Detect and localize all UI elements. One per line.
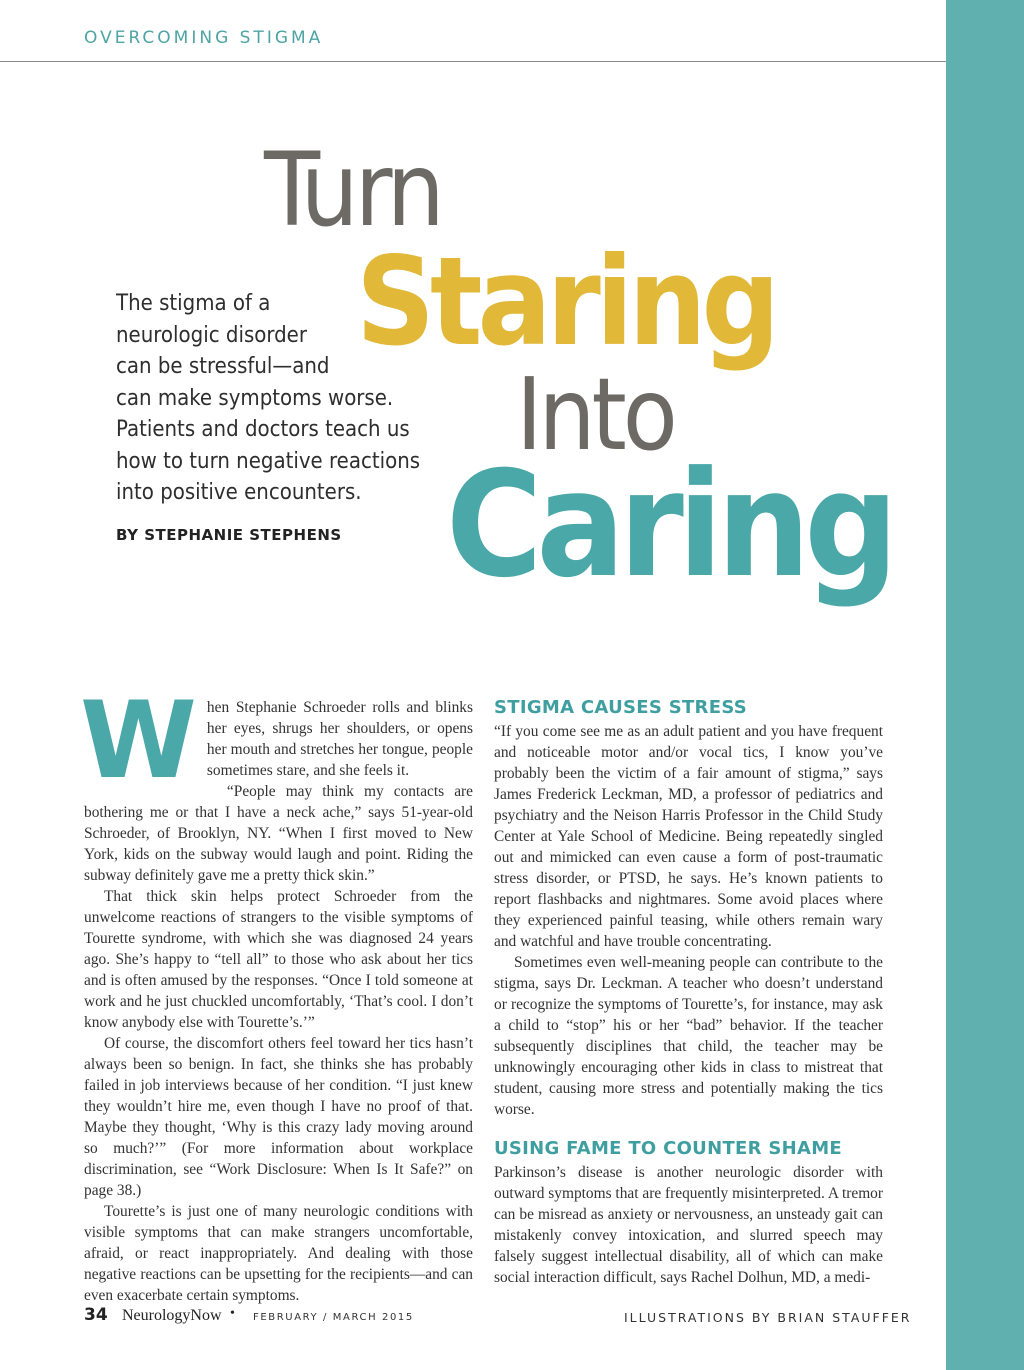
deck-line: into positive encounters. — [116, 480, 362, 505]
page-number: 34 — [84, 1305, 108, 1325]
footer-separator: • — [230, 1306, 235, 1321]
body-paragraph: Tourette’s is just one of many neurologic conditions with visible symptoms that can make strangers uncomfortable, afraid, or react inappropriately. And dealing with those negative reactions can be upsetting for the recipients—and can even exacerbate certain symptoms. — [84, 1203, 473, 1304]
body-column-left — [80, 679, 473, 1306]
body-paragraph: “People may think my contacts are bothering me or that I have a neck ache,” says 51-year-old Schroeder, of Brooklyn, NY. “When I first moved to New York, kids on the subway would laugh and point. Riding the subway definitely gave me a pretty thick skin.” — [84, 783, 473, 884]
header-rule — [0, 61, 946, 62]
magazine-name: NeurologyNow — [122, 1307, 222, 1324]
section-heading: STIGMA CAUSES STRESS — [494, 697, 748, 718]
title-word-turn: Turn — [264, 131, 441, 250]
title-word-staring: Staring — [356, 231, 776, 373]
title-word-caring: Caring — [446, 440, 893, 610]
deck-line: Patients and doctors teach us — [116, 417, 410, 442]
decorative-teal-strip — [946, 0, 1024, 1370]
section-heading: USING FAME TO COUNTER SHAME — [494, 1138, 843, 1159]
body-paragraph: Of course, the discomfort others feel toward her tics hasn’t always been so benign. In fact, she thinks she has probably failed in job interviews because of her condition. “I just knew they wouldn’t hire me, even though I have no proof of that. Maybe they thought, ‘Why is this crazy lady moving around so much?’” (For more information about workplace discrimination, see “Work Disclosure: When Is It Safe?” on page 38.) — [84, 1035, 473, 1199]
deck-line: how to turn negative reactions — [116, 448, 421, 474]
deck-line: neurologic disorder — [116, 322, 307, 348]
body-column-right — [494, 697, 883, 1288]
article-deck — [116, 288, 421, 509]
drop-cap: W — [80, 679, 197, 802]
section-label: OVERCOMING STIGMA — [84, 28, 324, 48]
body-paragraph: “If you come see me as an adult patient and you have frequent and noticeable motor and/or vocal tics, I know you’ve probably been the victim of a fair amount of stigma,” says James Frederick Leckman, MD, a professor of pediatrics and psychiatry and the Neison Harris Professor in the Child Study Center at Yale School of Medicine. Being repeatedly singled out and mimicked can even cause a form of post-traumatic stress disorder, or PTSD, he says. He’s known patients to report flashbacks and nightmares. Some avoid places where they experienced painful teasing, while others remain wary and watchful and have trouble concentrating. — [494, 723, 883, 950]
body-paragraph: Sometimes even well-meaning people can contribute to the stigma, says Dr. Leckman. A teacher who doesn’t understand or recognize the symptoms of Tourette’s, for instance, may ask a child to “stop” his or her “bad” behavior. If the teacher subsequently disciplines that child, the teacher may be unknowingly encouraging other kids in class to mistreat that student, causing more stress and potentially making the tics worse. — [494, 954, 883, 1118]
issue-date: FEBRUARY / MARCH 2015 — [253, 1312, 414, 1323]
byline: BY STEPHANIE STEPHENS — [116, 526, 342, 544]
illustration-credit: ILLUSTRATIONS BY BRIAN STAUFFER — [624, 1310, 912, 1325]
body-paragraph: Parkinson’s disease is another neurologic disorder with outward symptoms that are frequently misinterpreted. A tremor can be misread as anxiety or nervousness, an unsteady gait can mistakenly convey intoxication, and slurred speech may falsely suggest intellectual disability, all of which can make social interaction difficult, says Rachel Dolhun, MD, a medi- — [494, 1164, 883, 1286]
body-paragraph: That thick skin helps protect Schroeder from the unwelcome reactions of strangers to the visible symptoms of Tourette syndrome, with which she was diagnosed 24 years ago. She’s happy to “tell all” to those who ask about her tics and is often amused by the responses. “Once I told someone at work and he just chuckled uncomfortably, ‘That’s cool. I don’t know anybody else with Tourette’s.’” — [84, 888, 473, 1031]
deck-line: The stigma of a — [116, 291, 271, 316]
body-paragraph: hen Stephanie Schroeder rolls and blinks her eyes, shrugs her shoulders, or opens her mouth and stretches her tongue, people sometimes stare, and she feels it. — [206, 699, 473, 779]
title-word-into: Into — [516, 356, 674, 473]
deck-line: can make symptoms worse. — [116, 385, 394, 411]
deck-line: can be stressful—and — [116, 354, 330, 379]
